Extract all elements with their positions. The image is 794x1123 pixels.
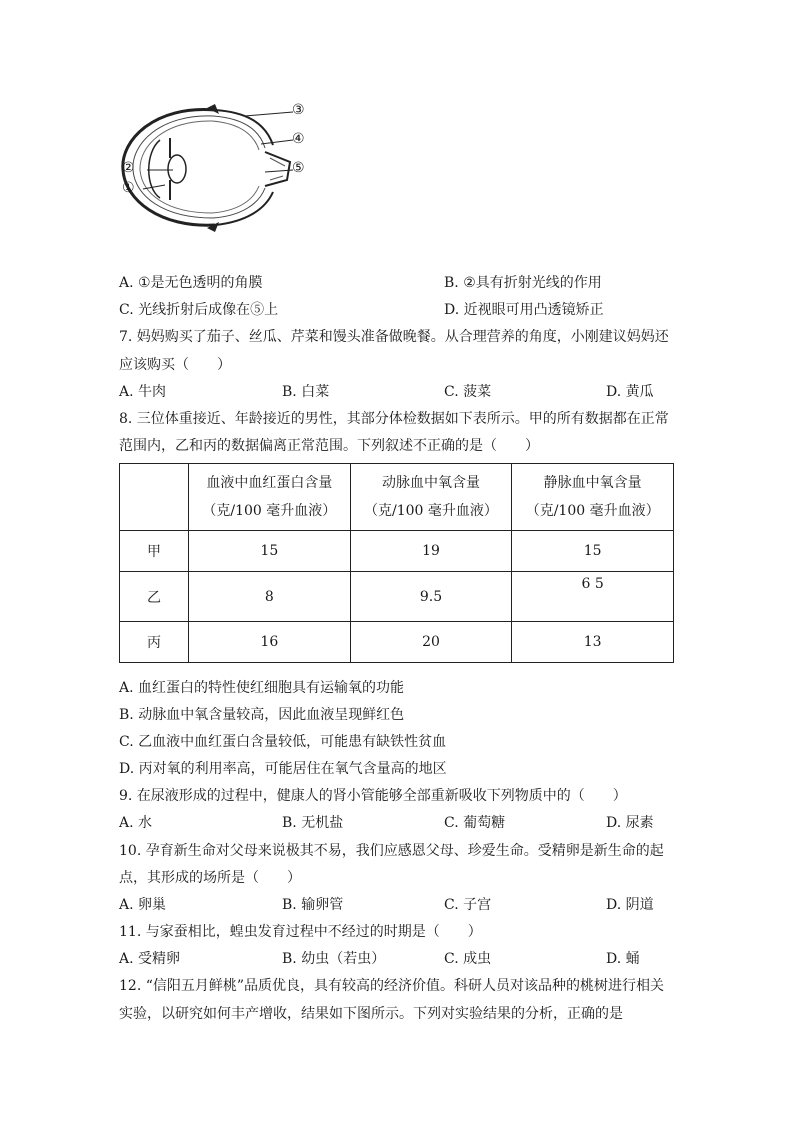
cell-value: 9.5 xyxy=(350,572,512,622)
q7-option-c: C. 菠菜 xyxy=(444,384,492,400)
table-header-arterial-oxygen: 动脉血中氧含量 （克/100 毫升血液） xyxy=(350,464,512,531)
eye-sclera-outline xyxy=(123,110,215,226)
q10-option-a: A. 卵巢 xyxy=(119,897,167,913)
q6-option-d: D. 近视眼可用凸透镜矫正 xyxy=(444,302,604,318)
q10-stem-line1: 10. 孕育新生命对父母来说极其不易，我们应感恩父母、珍爱生命。受精卵是新生命的起 xyxy=(119,843,664,859)
diagram-label-2: ② xyxy=(122,160,135,176)
diagram-label-5: ⑤ xyxy=(292,160,305,176)
q7-option-b: B. 白菜 xyxy=(282,384,330,400)
cornea xyxy=(149,140,160,198)
optic-nerve xyxy=(265,152,290,186)
q9-option-c: C. 葡萄糖 xyxy=(444,815,506,831)
table-header-venous-oxygen: 静脉血中氧含量 （克/100 毫升血液） xyxy=(512,464,674,531)
q11-stem: 11. 与家蚕相比，蝗虫发育过程中不经过的时期是（ ） xyxy=(119,924,482,940)
q8-option-a: A. 血红蛋白的特性使红细胞具有运输氧的功能 xyxy=(119,680,405,696)
q10-option-c: C. 子宫 xyxy=(444,897,492,913)
cell-value: 15 xyxy=(512,531,674,572)
q9-option-b: B. 无机盐 xyxy=(282,815,344,831)
q6-option-c: C. 光线折射后成像在⑤上 xyxy=(119,302,279,318)
q12-stem-line1: 12. “信阳五月鲜桃”品质优良，具有较高的经济价值。科研人员对该品种的桃树进行相关 xyxy=(119,978,665,994)
table-header-hemoglobin: 血液中血红蛋白含量 （克/100 毫升血液） xyxy=(189,464,351,531)
cell-value: 15 xyxy=(189,531,351,572)
row-name: 丙 xyxy=(120,622,189,663)
table-header-row xyxy=(120,464,674,531)
table-row xyxy=(120,572,674,622)
q7-stem-line2: 应该购买（ ） xyxy=(119,357,231,373)
q11-option-a: A. 受精卵 xyxy=(119,951,181,967)
diagram-label-4: ④ xyxy=(292,131,305,147)
q6-option-a: A. ①是无色透明的角膜 xyxy=(119,275,263,291)
q12-stem-line2: 实验，以研究如何丰产增收，结果如下图所示。下列对实验结果的分析，正确的是 xyxy=(119,1006,623,1022)
q8-stem-line1: 8. 三位体重接近、年龄接近的男性，其部分体检数据如下表所示。甲的所有数据都在正常 xyxy=(119,411,669,427)
diagram-label-3: ③ xyxy=(292,102,305,118)
diagram-label-1: ① xyxy=(122,180,135,196)
q7-option-a: A. 牛肉 xyxy=(119,384,167,400)
q10-option-b: B. 输卵管 xyxy=(282,897,344,913)
q9-option-a: A. 水 xyxy=(119,815,153,831)
q8-stem-line2: 范围内，乙和丙的数据偏离正常范围。下列叙述不正确的是（ ） xyxy=(119,438,539,454)
table-header-empty xyxy=(120,464,189,531)
table-row xyxy=(120,531,674,572)
cell-value: 13 xyxy=(512,622,674,663)
q10-option-d: D. 阴道 xyxy=(606,897,654,913)
row-name: 乙 xyxy=(120,572,189,622)
q8-option-b: B. 动脉血中氧含量较高，因此血液呈现鲜红色 xyxy=(119,707,405,723)
lens xyxy=(168,155,186,183)
table-row xyxy=(120,622,674,663)
eye-choroid-layer xyxy=(133,116,213,218)
cell-value: 6 5 xyxy=(512,572,674,622)
q7-option-d: D. 黄瓜 xyxy=(606,384,654,400)
q6-option-b: B. ②具有折射光线的作用 xyxy=(444,275,602,291)
q8-option-c: C. 乙血液中血红蛋白含量较低，可能患有缺铁性贫血 xyxy=(119,734,447,750)
q7-stem-line1: 7. 妈妈购买了茄子、丝瓜、芹菜和馒头准备做晚餐。从合理营养的角度，小刚建议妈妈还 xyxy=(119,329,669,345)
row-name: 甲 xyxy=(120,531,189,572)
q9-stem: 9. 在尿液形成的过程中，健康人的肾小管能够全部重新吸收下列物质中的（ ） xyxy=(119,788,627,804)
cell-value: 16 xyxy=(189,622,351,663)
q10-stem-line2: 点，其形成的场所是（ ） xyxy=(119,870,301,886)
q11-option-d: D. 蛹 xyxy=(606,951,640,967)
q8-data-table xyxy=(119,463,674,663)
q11-option-c: C. 成虫 xyxy=(444,951,492,967)
cell-value: 8 xyxy=(189,572,351,622)
cell-value: 19 xyxy=(350,531,512,572)
q8-option-d: D. 丙对氧的利用率高，可能居住在氧气含量高的地区 xyxy=(119,761,447,777)
eye-retina-layer xyxy=(140,121,212,213)
q9-option-d: D. 尿素 xyxy=(606,815,654,831)
cell-value: 20 xyxy=(350,622,512,663)
q11-option-b: B. 幼虫（若虫） xyxy=(282,951,386,967)
